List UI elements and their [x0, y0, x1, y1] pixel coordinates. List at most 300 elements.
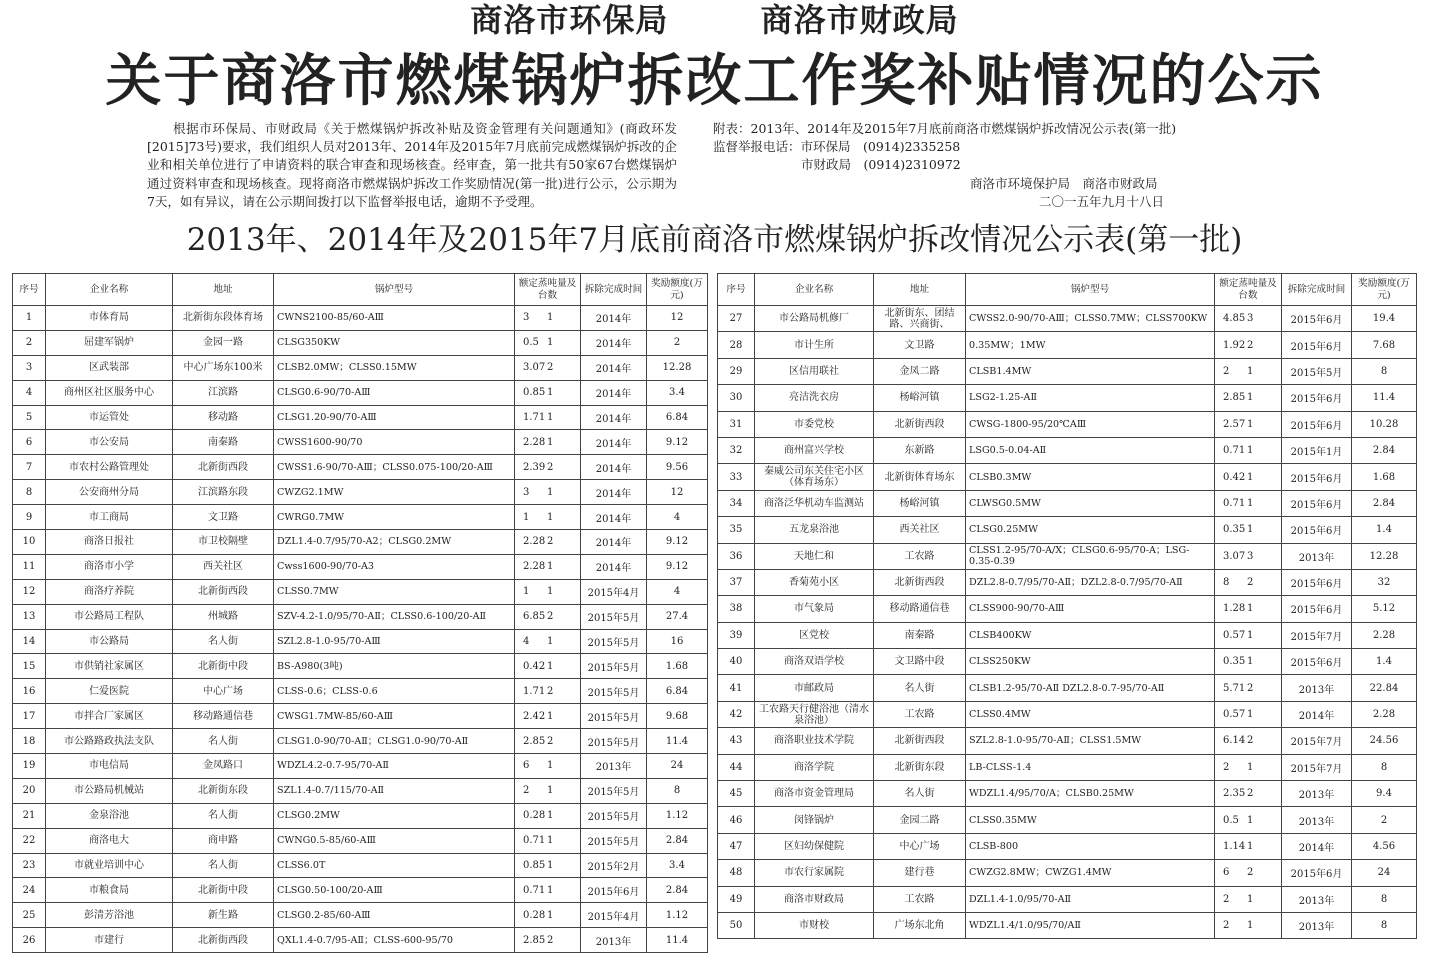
boiler-model: DZL1.4-0.7/95/70-A2；CLSG0.2MW — [274, 530, 515, 555]
rated-steam-tons: 0.57 — [1223, 629, 1246, 641]
row-number: 21 — [13, 803, 46, 828]
capacity-count — [1215, 781, 1282, 807]
completion-time: 2014年 — [581, 380, 647, 405]
boiler-count: 1 — [1247, 524, 1254, 536]
company-name: 彭清芳浴池 — [46, 903, 173, 928]
boiler-count: 1 — [547, 884, 554, 896]
rated-steam-tons: 0.85 — [523, 860, 546, 872]
capacity-count — [515, 754, 581, 779]
completion-time: 2015年2月 — [581, 853, 647, 878]
rated-steam-tons: 1.92 — [1223, 339, 1246, 351]
address: 中心广场 — [173, 679, 274, 704]
table-row — [718, 306, 1417, 332]
boiler-model: CLSG1.0-90/70-AⅡ；CLSG1.0-90/70-AⅡ — [274, 729, 515, 754]
subsidy-amount: 3.4 — [647, 380, 708, 405]
address: 金凤路口 — [173, 754, 274, 779]
completion-time: 2015年6月 — [1282, 332, 1352, 358]
boiler-count: 2 — [547, 934, 554, 946]
boiler-count: 1 — [1247, 471, 1254, 483]
boiler-count: 1 — [1247, 920, 1254, 932]
boiler-count: 2 — [1247, 735, 1254, 747]
subsidy-amount: 27.4 — [647, 604, 708, 629]
table-row — [13, 729, 708, 754]
capacity-count — [515, 554, 581, 579]
signature: 商洛市环境保护局 商洛市财政局 — [970, 175, 1158, 191]
row-number: 9 — [13, 505, 46, 530]
boiler-model: CWNG0.5-85/60-AⅢ — [274, 828, 515, 853]
completion-time: 2015年4月 — [581, 579, 647, 604]
boiler-model: CLSS1.2-95/70-A/X；CLSG0.6-95/70-A；LSG-0.35-0.39 — [966, 543, 1215, 569]
table-row — [718, 781, 1417, 807]
rated-steam-tons: 1.71 — [523, 412, 546, 423]
boiler-model: CWRG0.7MW — [274, 505, 515, 530]
company-name: 公安商州分局 — [46, 480, 173, 505]
company-name: 商洛双语学校 — [755, 649, 874, 675]
row-number: 13 — [13, 604, 46, 629]
agency-finance: 商洛市财政局 — [760, 1, 959, 39]
boiler-model: CLSG0.25MW — [966, 517, 1215, 543]
company-name: 区妇幼保健院 — [755, 833, 874, 859]
boiler-model: CWNS2100-85/60-AⅢ — [274, 306, 515, 331]
table-row — [718, 569, 1417, 595]
table-row — [13, 754, 708, 779]
boiler-count: 2 — [547, 611, 554, 623]
subsidy-amount: 11.4 — [1352, 385, 1417, 411]
table-row — [718, 675, 1417, 701]
boiler-model: WDZL1.4/95/70/A；CLSB0.25MW — [966, 781, 1215, 807]
table-row — [718, 701, 1417, 727]
capacity-count — [1215, 464, 1282, 490]
capacity-count — [1215, 649, 1282, 675]
completion-time: 2014年 — [581, 405, 647, 430]
address: 金园二路 — [874, 807, 966, 833]
company-name: 市供销社家属区 — [46, 654, 173, 679]
rated-steam-tons: 4.85 — [1223, 313, 1246, 325]
rated-steam-tons: 0.71 — [523, 884, 546, 896]
completion-time: 2015年5月 — [581, 679, 647, 704]
boiler-model: CLSB400KW — [966, 622, 1215, 648]
company-name: 区武装部 — [46, 355, 173, 380]
row-number: 30 — [718, 385, 755, 411]
table-row — [13, 405, 708, 430]
table-row — [718, 543, 1417, 569]
rated-steam-tons: 0.85 — [523, 387, 546, 399]
subsidy-amount: 1.68 — [1352, 464, 1417, 490]
capacity-count — [515, 878, 581, 903]
completion-time: 2013年 — [581, 928, 647, 953]
table-row — [718, 332, 1417, 358]
completion-time: 2015年5月 — [581, 654, 647, 679]
boiler-model: SZL2.8-1.0-95/70-AⅢ — [274, 629, 515, 654]
column-header: 奖励额度(万元) — [1352, 274, 1417, 306]
rated-steam-tons: 0.71 — [523, 835, 546, 847]
capacity-count — [1215, 912, 1282, 938]
company-name: 市体育局 — [46, 306, 173, 331]
agency-env: 商洛市环保局 — [470, 1, 669, 39]
rated-steam-tons: 1 — [523, 511, 530, 523]
company-name: 商州富兴学校 — [755, 437, 874, 463]
table-row — [13, 554, 708, 579]
subsidy-amount: 2.28 — [1352, 701, 1417, 727]
company-name: 金泉浴池 — [46, 803, 173, 828]
completion-time: 2015年5月 — [581, 629, 647, 654]
rated-steam-tons: 0.42 — [523, 660, 546, 672]
completion-time: 2013年 — [1282, 675, 1352, 701]
rated-steam-tons: 0.71 — [1223, 445, 1246, 457]
completion-time: 2013年 — [1282, 807, 1352, 833]
boiler-count: 1 — [547, 760, 554, 772]
capacity-count — [1215, 833, 1282, 859]
row-number: 22 — [13, 828, 46, 853]
company-name: 商州区社区服务中心 — [46, 380, 173, 405]
boiler-count: 2 — [1247, 788, 1254, 800]
subsidy-amount: 4 — [647, 505, 708, 530]
rated-steam-tons: 4 — [523, 636, 530, 648]
boiler-count: 1 — [547, 660, 554, 672]
completion-time: 2014年 — [1282, 833, 1352, 859]
boiler-model: SZL1.4-0.7/115/70-AⅡ — [274, 778, 515, 803]
subsidy-amount: 9.12 — [647, 530, 708, 555]
completion-time: 2014年 — [581, 430, 647, 455]
address: 文卫路中段 — [874, 649, 966, 675]
column-header: 企业名称 — [46, 274, 173, 306]
company-name: 市财校 — [755, 912, 874, 938]
rated-steam-tons: 8 — [1223, 577, 1230, 589]
row-number: 35 — [718, 517, 755, 543]
subsidy-amount: 1.4 — [1352, 517, 1417, 543]
completion-time: 2015年6月 — [1282, 385, 1352, 411]
table-row — [718, 886, 1417, 912]
boiler-model: CWSS1.6-90/70-AⅢ；CLSS0.075-100/20-AⅢ — [274, 455, 515, 480]
completion-time: 2015年6月 — [1282, 464, 1352, 490]
boiler-count: 2 — [547, 461, 554, 473]
table-row — [718, 437, 1417, 463]
capacity-count — [515, 778, 581, 803]
subsidy-amount: 8 — [1352, 358, 1417, 384]
boiler-count: 1 — [547, 785, 554, 797]
boiler-count: 1 — [1247, 761, 1254, 773]
subsidy-amount: 22.84 — [1352, 675, 1417, 701]
boiler-model: CLSS-0.6；CLSS-0.6 — [274, 679, 515, 704]
company-name: 商洛日报社 — [46, 530, 173, 555]
boiler-model: CLSG0.6-90/70-AⅢ — [274, 380, 515, 405]
subsidy-amount: 2.84 — [647, 828, 708, 853]
completion-time: 2015年6月 — [581, 878, 647, 903]
completion-time: 2014年 — [1282, 701, 1352, 727]
boiler-count: 1 — [1247, 497, 1254, 509]
subsidy-amount: 9.12 — [647, 430, 708, 455]
table-row — [13, 704, 708, 729]
completion-time: 2013年 — [1282, 543, 1352, 569]
company-name: 市公路路政执法支队 — [46, 729, 173, 754]
row-number: 33 — [718, 464, 755, 490]
rated-steam-tons: 0.5 — [1223, 814, 1239, 826]
address: 杨峪河镇 — [874, 490, 966, 516]
column-header: 序号 — [13, 274, 46, 306]
table-row — [13, 480, 708, 505]
phone-finance: 市财政局 (0914)2310972 — [801, 157, 961, 173]
boiler-count: 1 — [547, 511, 554, 523]
boiler-model: CLSS0.4MW — [966, 701, 1215, 727]
boiler-model: CWSS1600-90/70 — [274, 430, 515, 455]
boiler-count: 1 — [547, 810, 554, 822]
rated-steam-tons: 3 — [523, 312, 530, 324]
address: 州城路 — [173, 604, 274, 629]
boiler-model: LSG2-1.25-AⅡ — [966, 385, 1215, 411]
row-number: 8 — [13, 480, 46, 505]
boiler-model: CLWSG0.5MW — [966, 490, 1215, 516]
row-number: 19 — [13, 754, 46, 779]
table-row — [718, 622, 1417, 648]
completion-time: 2014年 — [581, 330, 647, 355]
boiler-model: CLSG0.50-100/20-AⅢ — [274, 878, 515, 903]
boiler-count: 1 — [547, 412, 554, 423]
capacity-count — [515, 405, 581, 430]
completion-time: 2013年 — [1282, 912, 1352, 938]
rated-steam-tons: 2.85 — [1223, 392, 1246, 404]
rated-steam-tons: 3.07 — [523, 362, 546, 374]
table-row — [718, 490, 1417, 516]
boiler-model: CWSS2.0-90/70-AⅢ；CLSS0.7MW；CLSS700KW — [966, 306, 1215, 332]
row-number: 26 — [13, 928, 46, 953]
column-header: 锅炉型号 — [966, 274, 1215, 306]
address: 南秦路 — [173, 430, 274, 455]
table-row — [13, 803, 708, 828]
subsidy-amount: 5.12 — [1352, 596, 1417, 622]
boiler-model: CLSG0.2MW — [274, 803, 515, 828]
row-number: 15 — [13, 654, 46, 679]
table-row — [718, 358, 1417, 384]
table-row — [13, 505, 708, 530]
address: 北新街西段 — [874, 728, 966, 754]
company-name: 市农村公路管理处 — [46, 455, 173, 480]
rated-steam-tons: 1.14 — [1223, 841, 1246, 852]
company-name: 市计生所 — [755, 332, 874, 358]
table-row — [718, 728, 1417, 754]
rated-steam-tons: 0.57 — [1223, 709, 1246, 721]
capacity-count — [515, 579, 581, 604]
address: 移动路通信巷 — [173, 704, 274, 729]
company-name: 香菊苑小区 — [755, 569, 874, 595]
boiler-count: 1 — [1247, 893, 1254, 905]
boiler-count: 1 — [547, 586, 554, 598]
boiler-model: CLSB-800 — [966, 833, 1215, 859]
row-number: 11 — [13, 554, 46, 579]
column-header: 地址 — [874, 274, 966, 306]
table-row — [13, 928, 708, 953]
address: 杨峪河镇 — [874, 385, 966, 411]
row-number: 20 — [13, 778, 46, 803]
boiler-model: CLSS0.7MW — [274, 579, 515, 604]
boiler-count: 1 — [547, 486, 554, 498]
completion-time: 2015年1月 — [1282, 437, 1352, 463]
completion-time: 2015年6月 — [1282, 411, 1352, 437]
row-number: 16 — [13, 679, 46, 704]
completion-time: 2015年5月 — [581, 729, 647, 754]
boiler-count: 2 — [547, 685, 554, 697]
rated-steam-tons: 1.28 — [1223, 603, 1246, 615]
subsidy-amount: 16 — [647, 629, 708, 654]
capacity-count — [515, 654, 581, 679]
address: 西关社区 — [874, 517, 966, 543]
rated-steam-tons: 5.71 — [1223, 682, 1246, 694]
subsidy-amount: 1.12 — [647, 903, 708, 928]
table-row — [13, 903, 708, 928]
address: 东新路 — [874, 437, 966, 463]
capacity-count — [515, 604, 581, 629]
subsidy-amount: 9.4 — [1352, 781, 1417, 807]
column-header: 地址 — [173, 274, 274, 306]
boiler-table-right — [717, 273, 1417, 939]
boiler-model: WDZL1.4/1.0/95/70/AⅡ — [966, 912, 1215, 938]
completion-time: 2015年6月 — [1282, 306, 1352, 332]
address: 移动路 — [173, 405, 274, 430]
company-name: 市公安局 — [46, 430, 173, 455]
completion-time: 2015年5月 — [1282, 358, 1352, 384]
capacity-count — [1215, 886, 1282, 912]
capacity-count — [1215, 701, 1282, 727]
boiler-count: 2 — [1247, 339, 1254, 351]
row-number: 39 — [718, 622, 755, 648]
completion-time: 2015年7月 — [1282, 622, 1352, 648]
table-row — [718, 464, 1417, 490]
completion-time: 2015年5月 — [581, 828, 647, 853]
subsidy-amount: 2.84 — [647, 878, 708, 903]
completion-time: 2015年5月 — [581, 704, 647, 729]
rated-steam-tons: 6 — [1223, 867, 1230, 879]
boiler-count: 1 — [547, 710, 554, 722]
company-name: 商洛泛华机动车监测站 — [755, 490, 874, 516]
company-name: 市公路局 — [46, 629, 173, 654]
phone-env: 市环保局 (0914)2335258 — [800, 139, 961, 155]
company-name: 市公路局机修厂 — [755, 306, 874, 332]
boiler-count: 1 — [1247, 709, 1254, 721]
subsidy-amount: 32 — [1352, 569, 1417, 595]
row-number: 5 — [13, 405, 46, 430]
capacity-count — [515, 704, 581, 729]
table-row — [13, 330, 708, 355]
address: 工农路 — [874, 886, 966, 912]
row-number: 25 — [13, 903, 46, 928]
capacity-count — [515, 803, 581, 828]
notice-body: 根据市环保局、市财政局《关于燃煤锅炉拆改补贴及资金管理有关问题通知》(商政环发[2015]73号)要求，我们组织人员对2013年、2014年及2015年7月底前完成燃煤锅炉拆改的企业和相关单位进行了申请资料的联合审查和现场核查。经审查，第一批共有50家67台燃煤锅炉通过资料审查和现场核查。现将商洛市燃煤锅炉拆改工作奖励情况(第一批)进行公示，公示期为7天，如有异议，请在公示期间拨打以下监督举报电话，逾期不予受理。 — [147, 121, 677, 209]
row-number: 40 — [718, 649, 755, 675]
row-number: 2 — [13, 330, 46, 355]
column-header: 奖励额度(万元) — [647, 274, 708, 306]
rated-steam-tons: 2.28 — [523, 561, 546, 573]
boiler-model: SZV-4.2-1.0/95/70-AⅡ；CLSS0.6-100/20-AⅡ — [274, 604, 515, 629]
address: 江滨路东段 — [173, 480, 274, 505]
notice-side-info — [713, 120, 1213, 211]
completion-time: 2013年 — [581, 754, 647, 779]
subsidy-amount: 9.56 — [647, 455, 708, 480]
row-number: 36 — [718, 543, 755, 569]
table-row — [13, 828, 708, 853]
subsidy-amount: 2.84 — [1352, 437, 1417, 463]
table-row — [13, 380, 708, 405]
boiler-model: CLSG1.20-90/70-AⅢ — [274, 405, 515, 430]
boiler-count: 1 — [547, 636, 554, 648]
address: 金园一路 — [173, 330, 274, 355]
completion-time: 2014年 — [581, 530, 647, 555]
rated-steam-tons: 2 — [1223, 893, 1230, 905]
company-name: 商洛学院 — [755, 754, 874, 780]
address: 北新街西段 — [874, 411, 966, 437]
company-name: 市邮政局 — [755, 675, 874, 701]
boiler-model: CLSS900-90/70-AⅢ — [966, 596, 1215, 622]
boiler-model: CLSB1.2-95/70-AⅡ DZL2.8-0.7-95/70-AⅡ — [966, 675, 1215, 701]
completion-time: 2014年 — [581, 455, 647, 480]
capacity-count — [1215, 728, 1282, 754]
row-number: 23 — [13, 853, 46, 878]
address: 北新街中段 — [173, 878, 274, 903]
capacity-count — [1215, 437, 1282, 463]
company-name: 市气象局 — [755, 596, 874, 622]
address: 商申路 — [173, 828, 274, 853]
subsidy-amount: 11.4 — [647, 729, 708, 754]
subsidy-amount: 1.4 — [1352, 649, 1417, 675]
capacity-count — [1215, 490, 1282, 516]
table-row — [718, 385, 1417, 411]
table-row — [718, 411, 1417, 437]
boiler-count: 1 — [1247, 814, 1254, 826]
company-name: 区信用联社 — [755, 358, 874, 384]
table-row — [718, 833, 1417, 859]
boiler-model: SZL2.8-1.0-95/70-AⅡ；CLSS1.5MW — [966, 728, 1215, 754]
address: 北新街西段 — [874, 569, 966, 595]
table-row — [13, 654, 708, 679]
address: 名人街 — [173, 803, 274, 828]
column-header: 额定蒸吨量及台数 — [515, 274, 581, 306]
rated-steam-tons: 2.85 — [523, 934, 546, 946]
completion-time: 2015年6月 — [1282, 490, 1352, 516]
company-name: 市工商局 — [46, 505, 173, 530]
company-name: 市委党校 — [755, 411, 874, 437]
company-name: 闵锋锅炉 — [755, 807, 874, 833]
subsidy-amount: 24.56 — [1352, 728, 1417, 754]
boiler-count: 1 — [1247, 445, 1254, 457]
boiler-count: 2 — [1247, 682, 1254, 694]
row-number: 17 — [13, 704, 46, 729]
subsidy-amount: 1.68 — [647, 654, 708, 679]
row-number: 10 — [13, 530, 46, 555]
boiler-count: 1 — [1247, 841, 1254, 852]
completion-time: 2013年 — [1282, 886, 1352, 912]
address: 北新街西段 — [173, 579, 274, 604]
table-row — [718, 517, 1417, 543]
row-number: 47 — [718, 833, 755, 859]
row-number: 24 — [13, 878, 46, 903]
page-title: 关于商洛市燃煤锅炉拆改工作奖补贴情况的公示 — [105, 49, 1324, 114]
capacity-count — [1215, 385, 1282, 411]
address: 中心广场东100米 — [173, 355, 274, 380]
rated-steam-tons: 1 — [523, 586, 530, 598]
table-row — [718, 807, 1417, 833]
table-row — [13, 355, 708, 380]
address: 名人街 — [874, 781, 966, 807]
row-number: 27 — [718, 306, 755, 332]
rated-steam-tons: 0.35 — [1223, 524, 1246, 536]
completion-time: 2015年4月 — [581, 903, 647, 928]
subsidy-amount: 4 — [647, 579, 708, 604]
address: 南秦路 — [874, 622, 966, 648]
company-name: 屈建军锅炉 — [46, 330, 173, 355]
rated-steam-tons: 3.07 — [1223, 550, 1246, 562]
row-number: 50 — [718, 912, 755, 938]
subsidy-amount: 2 — [1352, 807, 1417, 833]
company-name: 市粮食局 — [46, 878, 173, 903]
subsidy-amount: 10.28 — [1352, 411, 1417, 437]
